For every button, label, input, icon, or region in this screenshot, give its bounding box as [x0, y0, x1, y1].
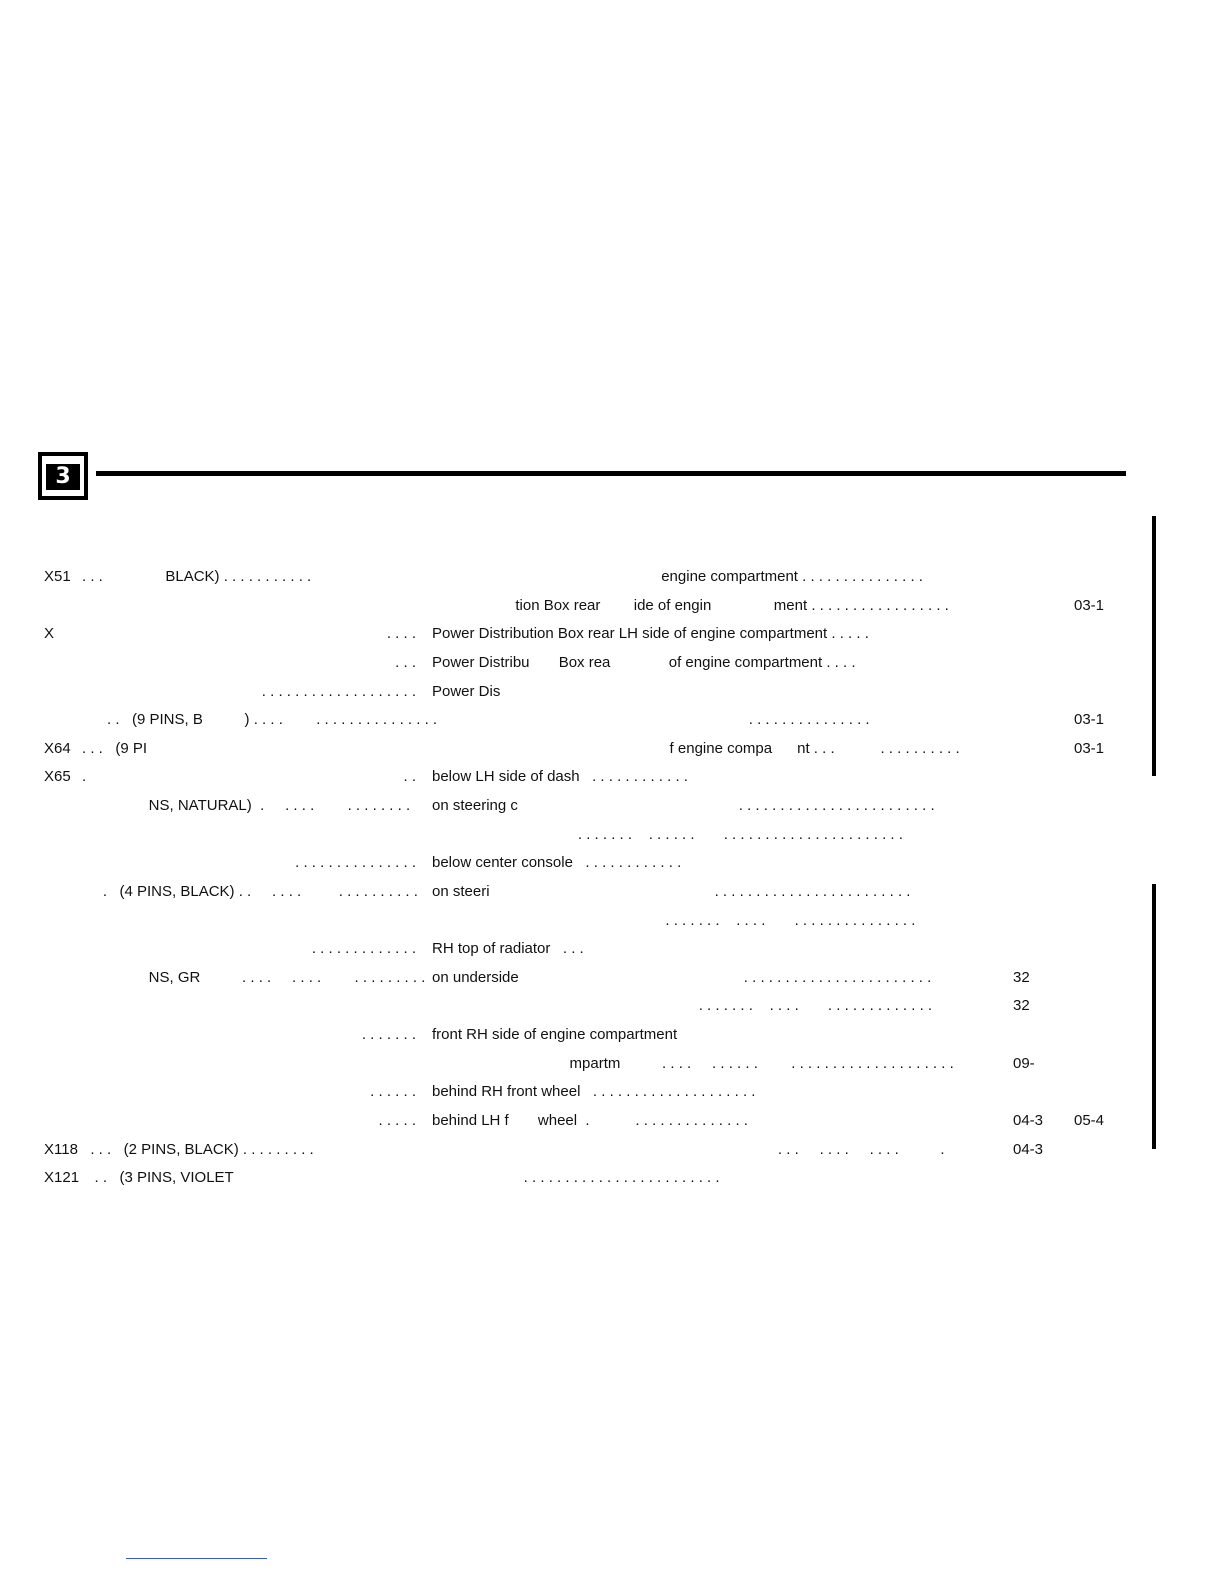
connector-row — [0, 736, 1224, 765]
connector-index-list — [0, 564, 1224, 1194]
connector-location: behind LH f wheel . . . . . . . . . . . . . . . — [432, 1111, 748, 1129]
connector-location: engine compartment . . . . . . . . . . . . . . . — [432, 568, 923, 585]
leader-dots: . . . . . . . . . . . . . . . — [295, 854, 416, 872]
connector-id: X118 — [44, 1140, 78, 1158]
leader-dots: . . . — [395, 653, 416, 671]
leader-dots: . . — [403, 768, 416, 786]
connector-location: mpartm . . . . . . . . . . . . . . . . . . . . . . . . . . . . . . — [432, 1054, 954, 1072]
connector-row — [0, 1137, 1224, 1166]
connector-row — [0, 764, 1224, 793]
connector-row — [0, 908, 1224, 937]
connector-row — [0, 1165, 1224, 1194]
connector-description: . . . BLACK) . . . . . . . . . . . — [82, 568, 312, 585]
connector-row — [0, 936, 1224, 965]
connector-location: front RH side of engine compartment — [432, 1026, 678, 1043]
connector-location: behind RH front wheel . . . . . . . . . . . . . . . . . . . . — [432, 1083, 756, 1101]
connector-location: . . . . . . . . . . . . — [432, 1140, 945, 1158]
page-reference-2: 03-1 — [1074, 739, 1105, 757]
leader-dots: . . . . . . — [370, 1083, 416, 1101]
connector-row — [0, 707, 1224, 736]
connector-row — [0, 850, 1224, 879]
connector-location: Power Distribu Box rea of engine compartment . . . . — [432, 653, 856, 671]
connector-description: NS, NATURAL) . . . . . . . . . . . . . — [82, 797, 411, 814]
connector-location: below LH side of dash . . . . . . . . . . . . — [432, 768, 688, 786]
connector-location: . . . . . . . . . . . . . . . . . . . . . . . . — [432, 997, 933, 1015]
connector-row — [0, 1022, 1224, 1051]
page-reference-2: 05-4 — [1074, 1111, 1105, 1129]
connector-row — [0, 564, 1224, 593]
connector-location: on underside . . . . . . . . . . . . . . . . . . . . . . . — [432, 968, 932, 986]
connector-row — [0, 1051, 1224, 1080]
connector-location: Power Distribution Box rear LH side of engine compartment . . . . . — [432, 625, 869, 643]
leader-dots: . . . . — [386, 625, 416, 643]
connector-row — [0, 822, 1224, 851]
connector-location: below center console . . . . . . . . . . . . — [432, 854, 682, 872]
page-reference: 32 — [1013, 997, 1030, 1015]
connector-row — [0, 965, 1224, 994]
connector-row — [0, 1079, 1224, 1108]
connector-description: . . (3 PINS, VIOLET — [82, 1169, 234, 1187]
footer-link-underline — [126, 1558, 267, 1559]
connector-row — [0, 679, 1224, 708]
connector-location: Power Dis — [432, 682, 501, 700]
connector-id: X — [44, 625, 55, 643]
connector-row — [0, 1108, 1224, 1137]
connector-id: X121 — [44, 1169, 80, 1187]
connector-row — [0, 993, 1224, 1022]
page-reference-2: 03-1 — [1074, 711, 1105, 729]
header-rule — [96, 471, 1126, 476]
connector-location: on steeri . . . . . . . . . . . . . . . . . . . . . . . . — [432, 882, 911, 900]
connector-description: . . . (2 PINS, BLACK) . . . . . . . . . — [82, 1140, 314, 1158]
connector-row — [0, 621, 1224, 650]
connector-description: . . (9 PINS, B ) . . . . . . . . . . . . . . . . . . . — [82, 711, 438, 729]
leader-dots: . . . . . . . — [361, 1026, 416, 1043]
connector-id: X51 — [44, 568, 71, 585]
page-reference-2: 03-1 — [1074, 596, 1105, 614]
page-reference: 32 — [1013, 968, 1030, 986]
section-number: 3 — [46, 464, 80, 490]
connector-location: . . . . . . . . . . . . . . . — [432, 711, 870, 729]
connector-row — [0, 593, 1224, 622]
page-reference: 04-3 — [1013, 1111, 1044, 1129]
connector-row — [0, 650, 1224, 679]
section-badge — [38, 452, 88, 500]
connector-description: . — [82, 768, 87, 786]
connector-location: . . . . . . . . . . . . . . . . . . . . . . . . — [432, 1169, 720, 1187]
leader-dots: . . . . . . . . . . . . . . . . . . . — [261, 682, 416, 700]
page-reference: 09- — [1013, 1054, 1035, 1072]
leader-dots: . . . . . — [378, 1111, 416, 1129]
page-reference: 04-3 — [1013, 1140, 1044, 1158]
connector-location: tion Box rear ide of engin ment . . . . . . . . . . . . . . . . . — [432, 596, 949, 614]
connector-description: . . . (9 PI — [82, 739, 148, 757]
connector-id: X65 — [44, 768, 71, 786]
connector-location: on steering c . . . . . . . . . . . . . . . . . . . . . . . . — [432, 797, 935, 814]
connector-description: NS, GR . . . . . . . . . . . . . . . . . — [82, 968, 426, 986]
leader-dots: . . . . . . . . . . . . . — [311, 940, 416, 958]
connector-location: . . . . . . . . . . . . . . . . . . . . . . . . . . . . . . . . . . . — [432, 825, 903, 843]
connector-row — [0, 879, 1224, 908]
connector-row — [0, 793, 1224, 822]
connector-location: . . . . . . . . . . . . . . . . . . . . . . . . . . — [432, 911, 916, 929]
connector-id: X64 — [44, 739, 71, 757]
connector-description: . (4 PINS, BLACK) . . . . . . . . . . . . . . . . — [82, 882, 418, 900]
connector-location: f engine compa nt . . . . . . . . . . . . . — [432, 739, 960, 757]
connector-location: RH top of radiator . . . — [432, 940, 584, 958]
